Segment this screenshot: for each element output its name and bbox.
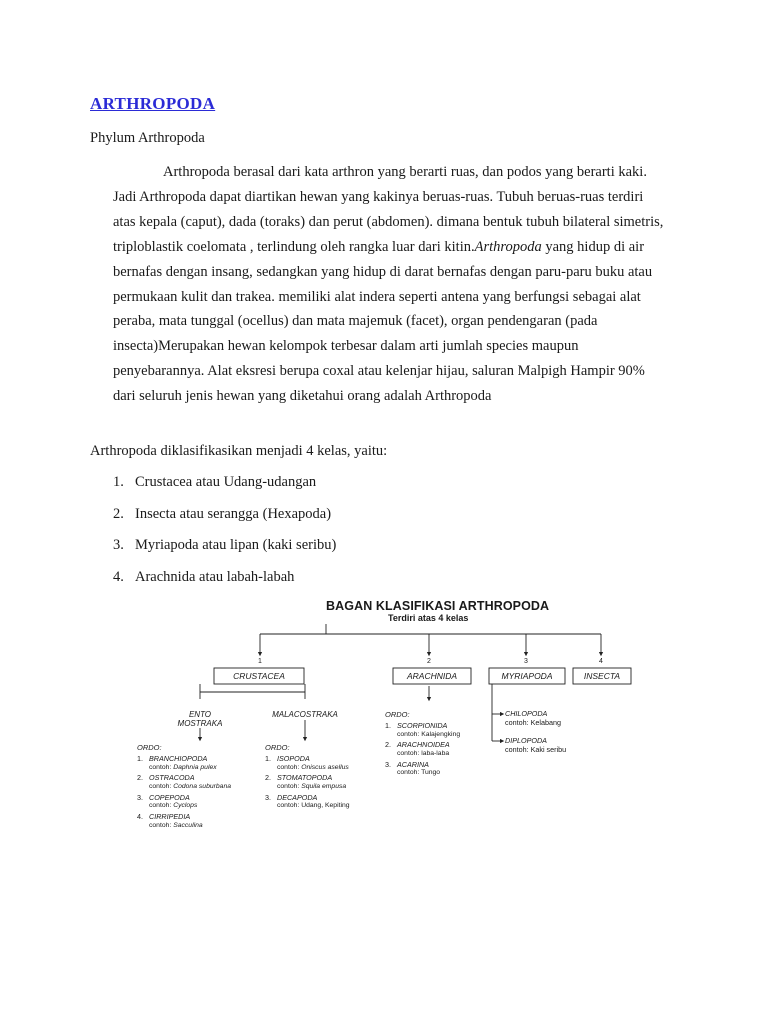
- example-prefix: contoh:: [397, 769, 422, 777]
- diplopoda-name: DIPLOPODA: [505, 736, 547, 745]
- example-prefix: contoh:: [149, 782, 174, 790]
- ordo-name: ARACHNOIDEA: [397, 740, 450, 750]
- paragraph-part-2: yang hidup di air bernafas dengan insang, sedangkan yang hidup di darat bernafas dengan paru-paru buku atau permukaan kulit dan trakea. memiliki alat indera seperti antena yang berfungsi sebagai alat peraba, mata tunggal (ocellus) dan mata majemuk (facet), organ pendengaran (pada insecta)Merupakan hewan kelompok terbesar dalam arti jumlah species maupun penyebarannya. Alat eksresi berupa coxal atau kelenjar hijau, saluran Malpigh Hampir 90% dari seluruh jenis hewan yang diketahui orang adalah Arthropoda: [113, 238, 653, 405]
- ordo-label: ORDO:: [265, 743, 290, 752]
- example-species: Daphnia pulex: [173, 763, 217, 771]
- class-crustacea: CRUSTACEA: [233, 671, 285, 681]
- ordo-number: 2.: [385, 740, 391, 750]
- example-species: Squila empusa: [301, 782, 347, 790]
- ordo-example: [149, 802, 231, 811]
- example-species: Tungo: [421, 769, 441, 777]
- example-prefix: contoh:: [397, 730, 422, 738]
- ordo-number: 1.: [265, 754, 271, 763]
- subclass-malacostraka: MALACOSTRAKA: [272, 710, 338, 719]
- example-species: Udang, Kepiting: [301, 802, 350, 810]
- paragraph-italic-term: Arthropoda: [474, 238, 542, 255]
- ordo-label: ORDO:: [385, 710, 410, 719]
- ordo-number: 3.: [265, 792, 271, 802]
- subclass-entomostraka: [160, 710, 240, 728]
- subclass-entomostraka-line1: ENTO: [188, 710, 212, 719]
- example-species: laba-laba: [421, 749, 450, 757]
- entomostraka-ordo-list: [137, 755, 231, 833]
- myriapoda-chilopoda: [505, 710, 561, 727]
- ordo-number: 1.: [137, 754, 143, 763]
- diagram-title: BAGAN KLASIFIKASI ARTHROPODA: [326, 599, 550, 613]
- paragraph-part-1: Arthropoda berasal dari kata arthron yang berarti ruas, dan podos yang berarti kaki. Jadi Arthropoda dapat diartikan hewan yang kakinya beruas-ruas. Tubuh beruas-ruas terdiri atas kepala (caput), dada (toraks) dan perut (abdomen). dimana bentuk tubuh bilateral simetris, triploblastik coelomata , terlindung oleh rangka luar dari kitin.: [113, 164, 664, 255]
- malacostraka-ordo-list: [265, 755, 350, 813]
- ordo-example: [149, 822, 231, 831]
- page-heading-link[interactable]: ARTHROPODA: [90, 94, 216, 113]
- ordo-number: 3.: [385, 759, 391, 769]
- description-paragraph: [113, 160, 669, 409]
- classification-intro: Arthropoda diklasifikasikan menjadi 4 kelas, yaitu:: [90, 443, 388, 459]
- example-species: Cyclops: [173, 802, 198, 810]
- class-number: 4: [599, 658, 603, 665]
- ordo-name: BRANCHIOPODA: [149, 754, 208, 763]
- list-number: 3.: [113, 537, 124, 553]
- ordo-example: [397, 769, 460, 778]
- list-text: Myriapoda atau lipan (kaki seribu): [135, 537, 337, 553]
- ordo-name: ACARINA: [397, 759, 429, 769]
- ordo-name: COPEPODA: [149, 792, 190, 802]
- ordo-example: [277, 783, 350, 792]
- list-item: [385, 722, 460, 739]
- class-number: 3: [524, 658, 528, 665]
- ordo-example: [397, 750, 460, 759]
- ordo-number: 2.: [137, 773, 143, 783]
- ordo-name: STOMATOPODA: [277, 773, 333, 783]
- example-prefix: contoh:: [397, 749, 422, 757]
- list-item: [265, 755, 350, 772]
- list-number: 1.: [113, 474, 124, 490]
- subclass-entomostraka-line2: MOSTRAKA: [177, 719, 223, 728]
- chilopoda-name: CHILOPODA: [505, 709, 548, 718]
- ordo-name: OSTRACODA: [149, 773, 195, 783]
- list-item: [265, 794, 350, 811]
- ordo-number: 2.: [265, 773, 271, 783]
- example-prefix: contoh:: [149, 821, 174, 829]
- arachnida-ordo-list: [385, 722, 460, 780]
- class-arachnida: ARACHNIDA: [406, 671, 458, 681]
- ordo-number: 4.: [137, 812, 143, 822]
- classification-diagram: [130, 598, 650, 850]
- class-number: 1: [258, 658, 262, 665]
- ordo-example: [277, 764, 350, 773]
- list-item: [137, 774, 231, 791]
- example-species: Kalajengking: [421, 730, 461, 738]
- example-prefix: contoh:: [277, 782, 302, 790]
- ordo-name: SCORPIONIDA: [397, 721, 448, 730]
- list-text: Insecta atau serangga (Hexapoda): [135, 505, 332, 522]
- example-prefix: contoh:: [277, 763, 302, 771]
- class-myriapoda: MYRIAPODA: [501, 671, 553, 681]
- myriapoda-diplopoda: [505, 737, 566, 754]
- example-species: Sacculina: [173, 821, 203, 829]
- example-prefix: contoh:: [277, 802, 302, 810]
- chilopoda-example: contoh: Kelabang: [505, 717, 561, 727]
- diagram-subtitle: Terdiri atas 4 kelas: [388, 613, 469, 623]
- example-prefix: contoh:: [149, 802, 174, 810]
- list-item: [137, 755, 231, 772]
- ordo-example: [277, 802, 350, 811]
- class-insecta: INSECTA: [583, 671, 621, 681]
- example-species: Oniscus asellus: [301, 763, 349, 771]
- list-number: 2.: [113, 505, 124, 522]
- ordo-number: 1.: [385, 721, 391, 730]
- subtitle: Phylum Arthropoda: [90, 130, 205, 146]
- list-text: Crustacea atau Udang-udangan: [135, 474, 317, 490]
- ordo-example: [397, 731, 460, 740]
- list-text: Arachnida atau labah-labah: [135, 568, 295, 585]
- list-item: [385, 741, 460, 758]
- list-item: [385, 761, 460, 778]
- example-prefix: contoh:: [149, 763, 174, 771]
- ordo-name: ISOPODA: [277, 754, 310, 763]
- ordo-name: DECAPODA: [277, 792, 318, 802]
- ordo-example: [149, 783, 231, 792]
- diplopoda-example: contoh: Kaki seribu: [505, 744, 567, 754]
- list-item: [137, 813, 231, 830]
- class-number: 2: [427, 658, 431, 665]
- list-number: 4.: [113, 568, 124, 585]
- ordo-example: [149, 764, 231, 773]
- list-item: [265, 774, 350, 791]
- ordo-label: ORDO:: [137, 743, 162, 752]
- list-item: [137, 794, 231, 811]
- ordo-name: CIRRIPEDIA: [149, 812, 191, 822]
- ordo-number: 3.: [137, 792, 143, 802]
- example-species: Codona suburbana: [173, 782, 232, 790]
